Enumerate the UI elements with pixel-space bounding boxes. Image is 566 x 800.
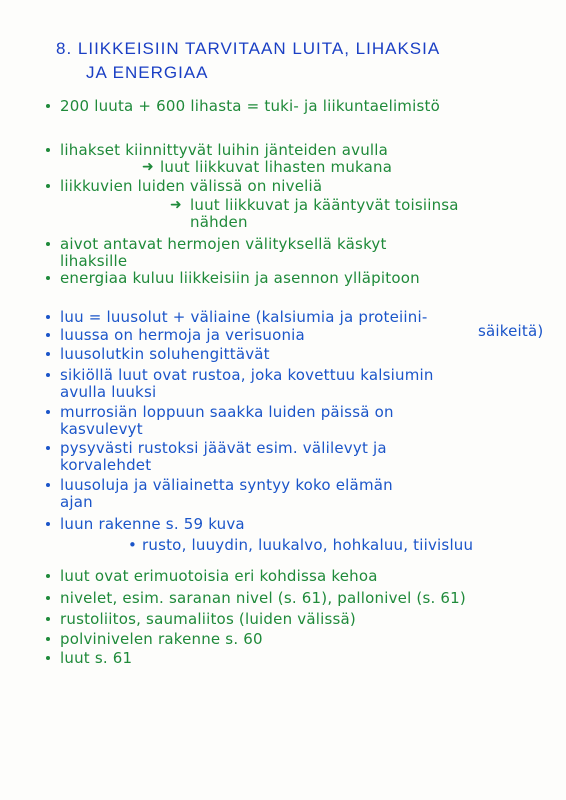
page-title-line-2: JA ENERGIAA — [86, 63, 209, 82]
note-fetal-cartilage: sikiöllä luut ovat rustoa, joka kovettuu kalsiumin — [60, 366, 434, 384]
note-joints: liikkuvien luiden välissä on niveliä — [60, 177, 323, 195]
bullet-dot — [46, 522, 50, 526]
bullet-dot — [46, 333, 50, 337]
note-permanent-cartilage-cont: korvalehdet — [60, 456, 152, 474]
bullet-dot — [46, 104, 50, 108]
bullet-dot — [46, 352, 50, 356]
note-lifelong-formation-cont: ajan — [60, 493, 93, 511]
note-bone-composition-cont: säikeitä) — [478, 322, 544, 340]
note-joint-types: nivelet, esim. saranan nivel (s. 61), pallonivel (s. 61) — [60, 589, 466, 607]
note-fetal-cartilage-cont: avulla luuksi — [60, 383, 157, 401]
bullet-dot — [46, 446, 50, 450]
note-bone-composition: luu = luusolut + väliaine (kalsiumia ja proteiini- — [60, 308, 428, 326]
note-nerves-vessels: luussa on hermoja ja verisuonia — [60, 326, 305, 344]
bullet-dot — [46, 410, 50, 414]
note-cartilage-joints: rustoliitos, saumaliitos (luiden välissä) — [60, 610, 356, 628]
bullet-dot — [46, 315, 50, 319]
note-bone-structure-parts: • rusto, luuydin, luukalvo, hohkaluu, tiivisluu — [128, 536, 474, 554]
note-lifelong-formation: luusoluja ja väliainetta syntyy koko elämän — [60, 476, 393, 494]
arrow-right-icon: ➜ — [142, 159, 154, 175]
note-energy: energiaa kuluu liikkeisiin ja asennon ylläpitoon — [60, 269, 420, 287]
page-title-line-1: 8. LIIKKEISIIN TARVITAAN LUITA, LIHAKSIA — [56, 39, 441, 58]
note-brain-nerves-cont: lihaksille — [60, 252, 128, 270]
bullet-dot — [46, 184, 50, 188]
bullet-dot — [46, 373, 50, 377]
bullet-dot — [46, 617, 50, 621]
note-bones-muscles: 200 luuta + 600 lihasta = tuki- ja liikuntaelimistö — [60, 97, 440, 115]
bullet-dot — [46, 574, 50, 578]
note-cell-respiration: luusolutkin soluhengittävät — [60, 345, 270, 363]
bullet-dot — [46, 596, 50, 600]
bullet-dot — [46, 242, 50, 246]
note-growth-plates-cont: kasvulevyt — [60, 420, 143, 438]
bullet-dot — [46, 148, 50, 152]
note-growth-plates: murrosiän loppuun saakka luiden päissä on — [60, 403, 394, 421]
bullet-dot — [46, 483, 50, 487]
note-muscles-attach: lihakset kiinnittyvät luihin jänteiden avulla — [60, 141, 389, 159]
bullet-dot — [46, 637, 50, 641]
note-permanent-cartilage: pysyvästi rustoksi jäävät esim. välilevyt ja — [60, 439, 387, 457]
note-bone-shapes: luut ovat erimuotoisia eri kohdissa kehoa — [60, 567, 378, 585]
note-bones-turn: luut liikkuvat ja kääntyvät toisiinsa — [190, 196, 459, 214]
note-bones-move: luut liikkuvat lihasten mukana — [160, 158, 393, 176]
note-bone-structure: luun rakenne s. 59 kuva — [60, 515, 245, 533]
bullet-dot — [46, 276, 50, 280]
arrow-right-icon: ➜ — [170, 197, 182, 213]
note-bones-page: luut s. 61 — [60, 649, 133, 667]
note-knee-structure: polvinivelen rakenne s. 60 — [60, 630, 263, 648]
note-brain-nerves: aivot antavat hermojen välityksellä käskyt — [60, 235, 387, 253]
note-bones-turn-cont: nähden — [190, 213, 248, 231]
bullet-dot — [46, 656, 50, 660]
